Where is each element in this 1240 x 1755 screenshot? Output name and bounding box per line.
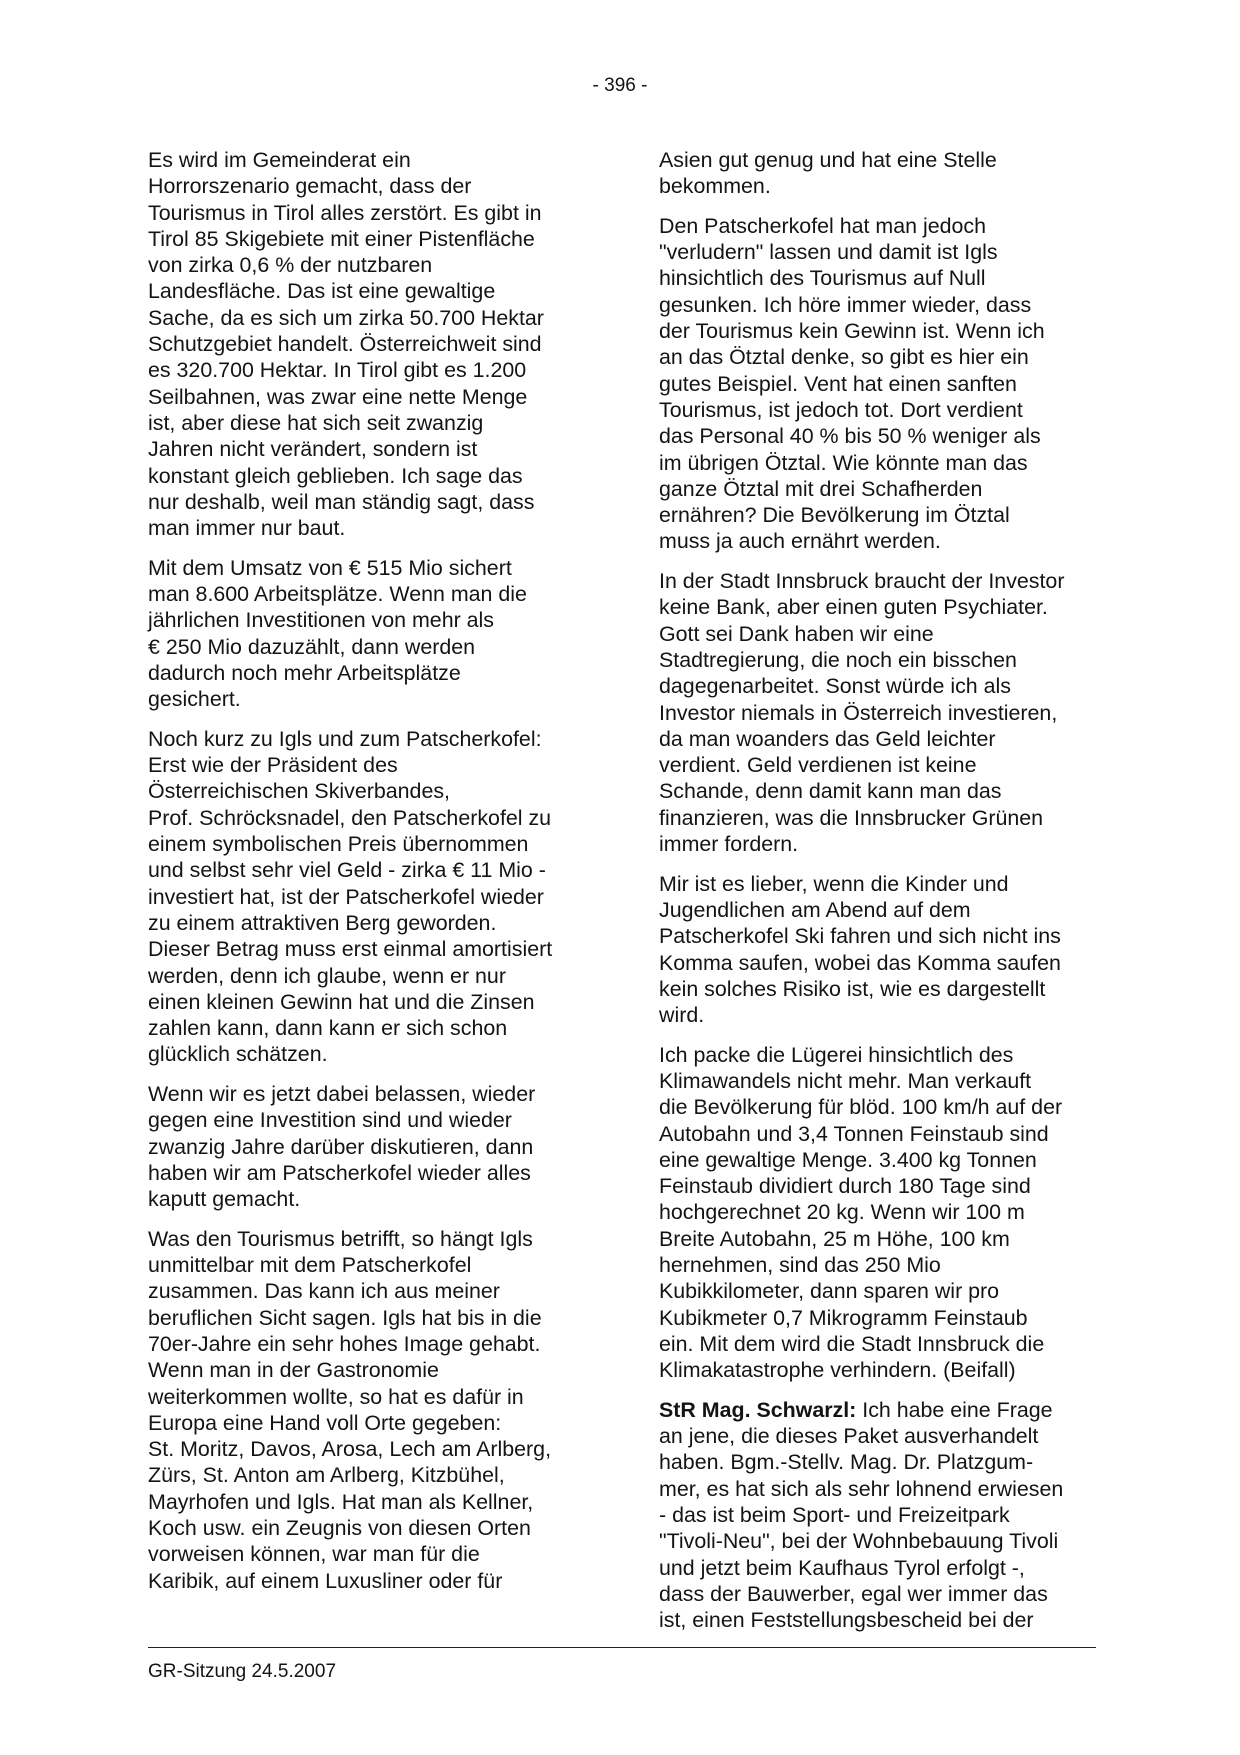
paragraph: Noch kurz zu Igls und zum Patscherkofel: Erst wie der Präsident des Österreichischen Skiverbandes, Prof. Schröcksnadel, den Patscherkofel zu einem symbolischen Preis übernommen und selbst sehr viel Geld - zirka € 11 Mio - investiert hat, ist der Patscherkofel wieder zu einem attraktiven Berg geworden. Dieser Betrag muss erst einmal amortisiert werden, denn ich glaube, wenn er nur einen kleinen Gewinn hat und die Zinsen zahlen kann, dann kann er sich schon glücklich schätzen. xyxy=(148,726,553,1067)
footer-divider xyxy=(148,1647,1096,1648)
paragraph: Wenn wir es jetzt dabei belassen, wieder gegen eine Investition sind und wieder zwanzig Jahre darüber diskutieren, dann haben wir am Patscherkofel wieder alles kaputt gemacht. xyxy=(148,1081,536,1212)
right-column xyxy=(659,147,1099,1647)
paragraph: In der Stadt Innsbruck braucht der Investor keine Bank, aber einen guten Psychiater. Gott sei Dank haben wir eine Stadtregierung, die noch ein bisschen dagegenarbeitet. Sonst würde ich als Investor niemals in Österreich investieren, da man woanders das Geld leichter verdient. Geld verdienen ist keine Schande, denn damit kann man das finanzieren, was die Innsbrucker Grünen immer fordern. xyxy=(659,569,1065,857)
paragraph: Mit dem Umsatz von € 515 Mio sichert man 8.600 Arbeitsplätze. Wenn man die jährlichen Investitionen von mehr als € 250 Mio dazuzählt, dann werden dadurch noch mehr Arbeitsplätze gesichert. xyxy=(148,555,527,712)
paragraph: Ich packe die Lügerei hinsichtlich des Klimawandels nicht mehr. Man verkauft die Bevölkerung für blöd. 100 km/h auf der Autobahn und 3,4 Tonnen Feinstaub sind eine gewaltige Menge. 3.400 kg Tonnen Feinstaub dividiert durch 180 Tage sind hochgerechnet 20 kg. Wenn wir 100 m Breite Autobahn, 25 m Höhe, 100 km hernehmen, sind das 250 Mio Kubikkilometer, dann sparen wir pro Kubikmeter 0,7 Mikrogramm Feinstaub ein. Mit dem wird die Stadt Innsbruck die Klimakatastrophe verhindern. (Beifall) xyxy=(659,1042,1063,1383)
paragraph: Es wird im Gemeinderat ein Horrorszenario gemacht, dass der Tourismus in Tirol alles zerstört. Es gibt in Tirol 85 Skigebiete mit einer Pistenfläche von zirka 0,6 % der nutzbaren Landesfläche. Das ist eine gewaltige Sache, da es sich um zirka 50.700 Hektar Schutzgebiet handelt. Österreichweit sind es 320.700 Hektar. In Tirol gibt es 1.200 Seilbahnen, was zwar eine nette Menge ist, aber diese hat sich seit zwanzig Jahren nicht verändert, sondern ist konstant gleich geblieben. Ich sage das nur deshalb, weil man ständig sagt, dass man immer nur baut. xyxy=(148,148,544,541)
footer-session-date: GR-Sitzung 24.5.2007 xyxy=(148,1661,337,1682)
speaker-name: StR Mag. Schwarzl: xyxy=(659,1397,857,1422)
speaker-text: Ich habe eine Frage an jene, die dieses Paket ausverhandelt haben. Bgm.-Stellv. Mag. Dr. Platzgum- mer, es hat sich als sehr lohnend erwiesen - das ist beim Sport- und Freizeitpark "Tivoli-Neu", bei der Wohnbebauung Tivoli und jetzt beim Kaufhaus Tyrol erfolgt -, dass der Bauwerber, egal wer immer das ist, einen Feststellungsbescheid bei der xyxy=(659,1397,1064,1633)
paragraph: Was den Tourismus betrifft, so hängt Igls unmittelbar mit dem Patscherkofel zusammen. Das kann ich aus meiner beruflichen Sicht sagen. Igls hat bis in die 70er-Jahre ein sehr hohes Image gehabt. Wenn man in der Gastronomie weiterkommen wollte, so hat es dafür in Europa eine Hand voll Orte gegeben: St. Moritz, Davos, Arosa, Lech am Arlberg, Zürs, St. Anton am Arlberg, Kitzbühel, Mayrhofen und Igls. Hat man als Kellner, Koch usw. ein Zeugnis von diesen Orten vorweisen können, war man für die Karibik, auf einem Luxusliner oder für xyxy=(148,1226,552,1593)
paragraph: Mir ist es lieber, wenn die Kinder und Jugendlichen am Abend auf dem Patscherkofel Ski fahren und sich nicht ins Komma saufen, wobei das Komma saufen kein solches Risiko ist, wie es dargestellt wird. xyxy=(659,871,1061,1028)
paragraph: Asien gut genug und hat eine Stelle bekommen. xyxy=(659,148,997,199)
paragraph: Den Patscherkofel hat man jedoch "verludern" lassen und damit ist Igls hinsichtlich des Tourismus auf Null gesunken. Ich höre immer wieder, dass der Tourismus kein Gewinn ist. Wenn ich an das Ötztal denke, so gibt es hier ein gutes Beispiel. Vent hat einen sanften Tourismus, ist jedoch tot. Dort verdient das Personal 40 % bis 50 % weniger als im übrigen Ötztal. Wie könnte man das ganze Ötztal mit drei Schafherden ernähren? Die Bevölkerung im Ötztal muss ja auch ernährt werden. xyxy=(659,213,1045,554)
left-column xyxy=(148,147,588,1607)
page-number: - 396 - xyxy=(592,75,648,96)
speaker-paragraph xyxy=(659,1397,1099,1634)
